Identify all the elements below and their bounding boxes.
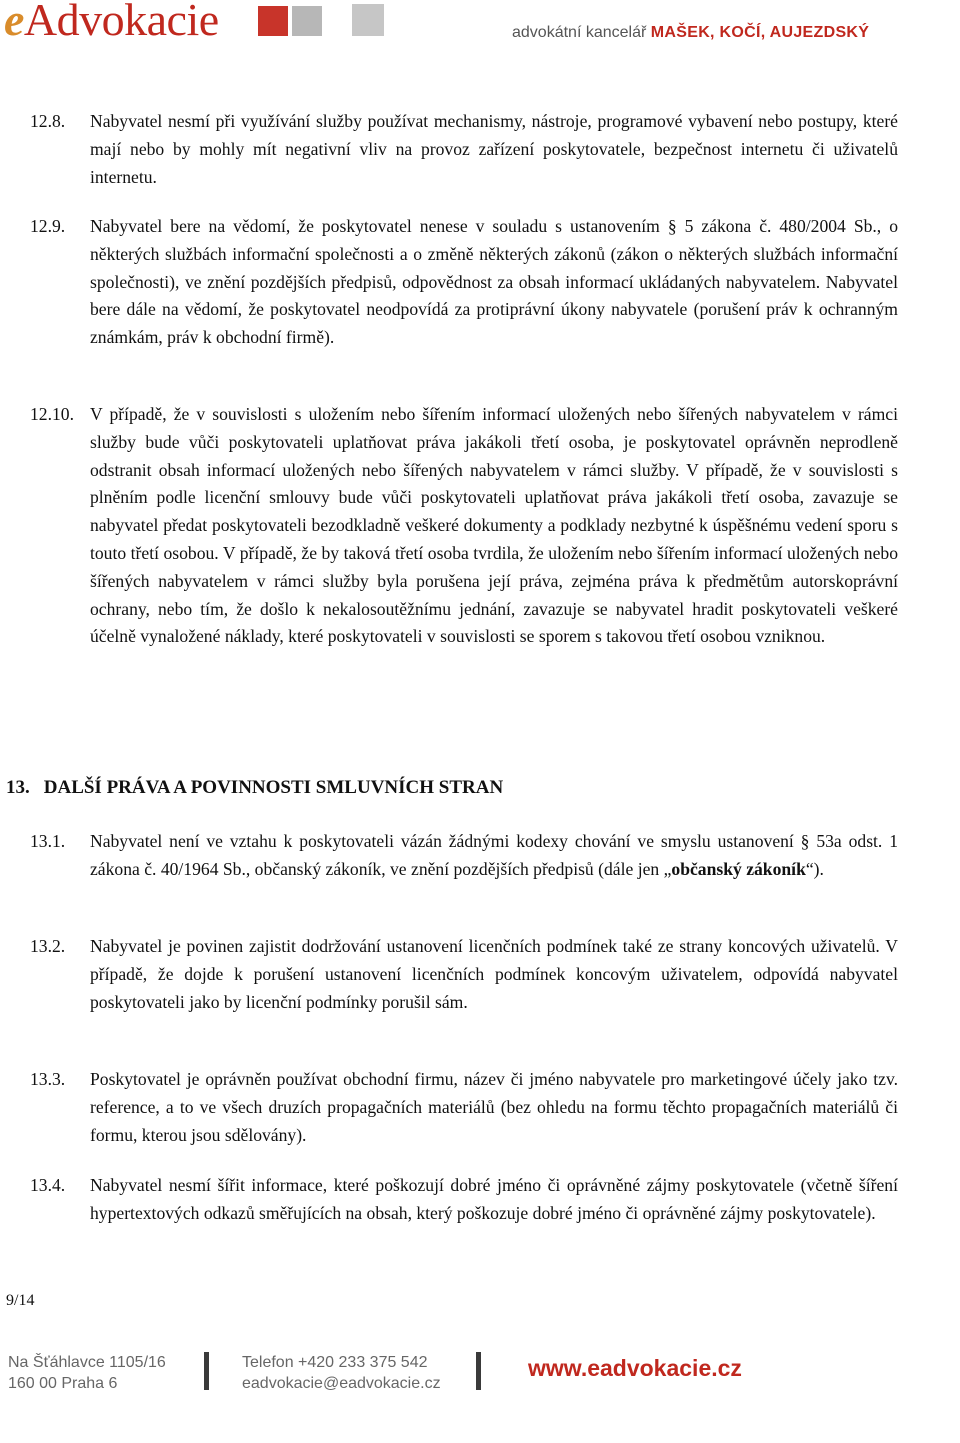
clause-text: Poskytovatel je oprávněn používat obchodní firmu, název či jméno nabyvatele pro marketingové účely jako tzv. reference, a to ve všech druzích propagačních materiálů (bez ohledu na formu těchto propagačních materiálů či formu, kterou jsou sdělovány).	[90, 1069, 898, 1145]
section-heading-13	[6, 777, 503, 799]
address-city: 160 00 Praha 6	[8, 1375, 118, 1392]
clause-12-9	[30, 213, 898, 352]
clause-13-4	[30, 1172, 898, 1228]
footer-divider	[476, 1352, 481, 1390]
footer-divider	[204, 1352, 209, 1390]
clause-number: 12.10.	[30, 404, 74, 424]
clause-number: 13.4.	[30, 1175, 66, 1195]
page-header	[0, 0, 960, 60]
page-footer	[0, 1348, 960, 1408]
section-title: DALŠÍ PRÁVA A POVINNOSTI SMLUVNÍCH STRAN	[43, 777, 504, 798]
logo-text: Advokacie	[23, 0, 219, 45]
clause-13-1	[30, 828, 898, 884]
defined-term: občanský zákoník	[671, 858, 806, 879]
address-street: Na Šťáhlavce 1105/16	[8, 1354, 166, 1371]
law-firm-name	[512, 24, 869, 42]
clause-number: 12.9.	[30, 216, 66, 236]
clause-12-10	[30, 401, 898, 651]
logo-square-light-grey	[352, 4, 384, 36]
firm-partners: MAŠEK, KOČÍ, AUJEZDSKÝ	[650, 24, 870, 41]
logo-square-grey	[292, 6, 322, 36]
clause-text: Nabyvatel je povinen zajistit dodržování ustanovení licenčních podmínek také ze strany koncových uživatelů. V případě, že dojde k porušení ustanovení licenčních podmínek koncovým uživatelem, odpovídá nabyvatel poskytovateli jako by licenční podmínky porušil sám.	[90, 936, 898, 1012]
clause-text: V případě, že v souvislosti s uložením nebo šířením informací uložených nebo šířených nabyvatelem v rámci služby bude vůči poskytovateli uplatňovat práva jakákoli třetí osoba, je poskytovatel oprávněn neprodleně odstranit obsah informací uložených nebo šířených nabyvatelem v rámci služby. V případě, že v souvislosti s plněním podle licenční smlouvy bude vůči poskytovateli uplatňovat práva jakákoli třetí osoba, zavazuje se nabyvatel předat poskytovateli bezodkladně veškeré dokumenty a podklady nezbytné k úspěšnému vedení sporu s touto třetí osobou. V případě, že by taková třetí osoba tvrdila, že uložením nebo šířením informací uložených nebo šířených nabyvatelem v rámci služby byla porušena její práva, zejména práva k předmětům autorskoprávní ochrany, nebo tím, že došlo k nekalosoutěžnímu jednání, zavazuje se nabyvatel hradit poskytovateli veškeré účelně vynaložené náklady, které poskytovateli v souvislosti se sporem s takovou třetí osobou vzniknou.	[90, 404, 898, 647]
clause-number: 13.3.	[30, 1069, 66, 1089]
clause-number: 13.2.	[30, 936, 66, 956]
logo-e: e	[4, 0, 24, 45]
page-number: 9/14	[6, 1292, 35, 1309]
section-number: 13.	[6, 777, 30, 798]
clause-text-part: “).	[805, 858, 824, 879]
clause-number: 13.1.	[30, 831, 66, 851]
footer-contact	[242, 1352, 441, 1394]
contact-phone: Telefon +420 233 375 542	[242, 1354, 428, 1371]
footer-address	[8, 1352, 166, 1394]
eadvokacie-logo	[4, 0, 219, 46]
clause-12-8	[30, 108, 898, 191]
clause-text	[90, 828, 898, 884]
clause-text-part: Nabyvatel není ve vztahu k poskytovateli vázán žádnými kodexy chování ve smyslu ustanovení § 53a odst. 1 zákona č. 40/1964 Sb., občanský zákoník, ve znění pozdějších předpisů (dále jen „	[90, 831, 898, 879]
firm-prefix: advokátní kancelář	[512, 24, 647, 41]
clause-text: Nabyvatel nesmí šířit informace, které poškozují dobré jméno či oprávněné zájmy poskytovatele (včetně šíření hypertextových odkazů směřujících na obsah, který poškozuje dobré jméno či oprávněné zájmy poskytovatele).	[90, 1175, 898, 1223]
logo-square-red	[258, 6, 288, 36]
clause-text: Nabyvatel nesmí při využívání služby používat mechanismy, nástroje, programové vybavení nebo postupy, které mají nebo by mohly mít negativní vliv na provoz zařízení poskytovatele, bezpečnost internetu či uživatelů internetu.	[90, 111, 898, 187]
clause-text: Nabyvatel bere na vědomí, že poskytovatel nenese v souladu s ustanovením § 5 zákona č. 480/2004 Sb., o některých službách informační společnosti a o změně některých zákonů (zákon o některých službách informační společnosti), ve znění pozdějších předpisů, odpovědnost za obsah informací ukládaných nabyvatelem. Nabyvatel bere dále na vědomí, že poskytovatel neodpovídá za protiprávní úkony nabyvatele (porušení práv k ochranným známkám, práv k obchodní firmě).	[90, 216, 898, 348]
website-link[interactable]: www.eadvokacie.cz	[528, 1355, 742, 1381]
clause-13-3	[30, 1066, 898, 1149]
clause-number: 12.8.	[30, 111, 66, 131]
clause-13-2	[30, 933, 898, 1016]
contact-email[interactable]: eadvokacie@eadvokacie.cz	[242, 1375, 441, 1392]
